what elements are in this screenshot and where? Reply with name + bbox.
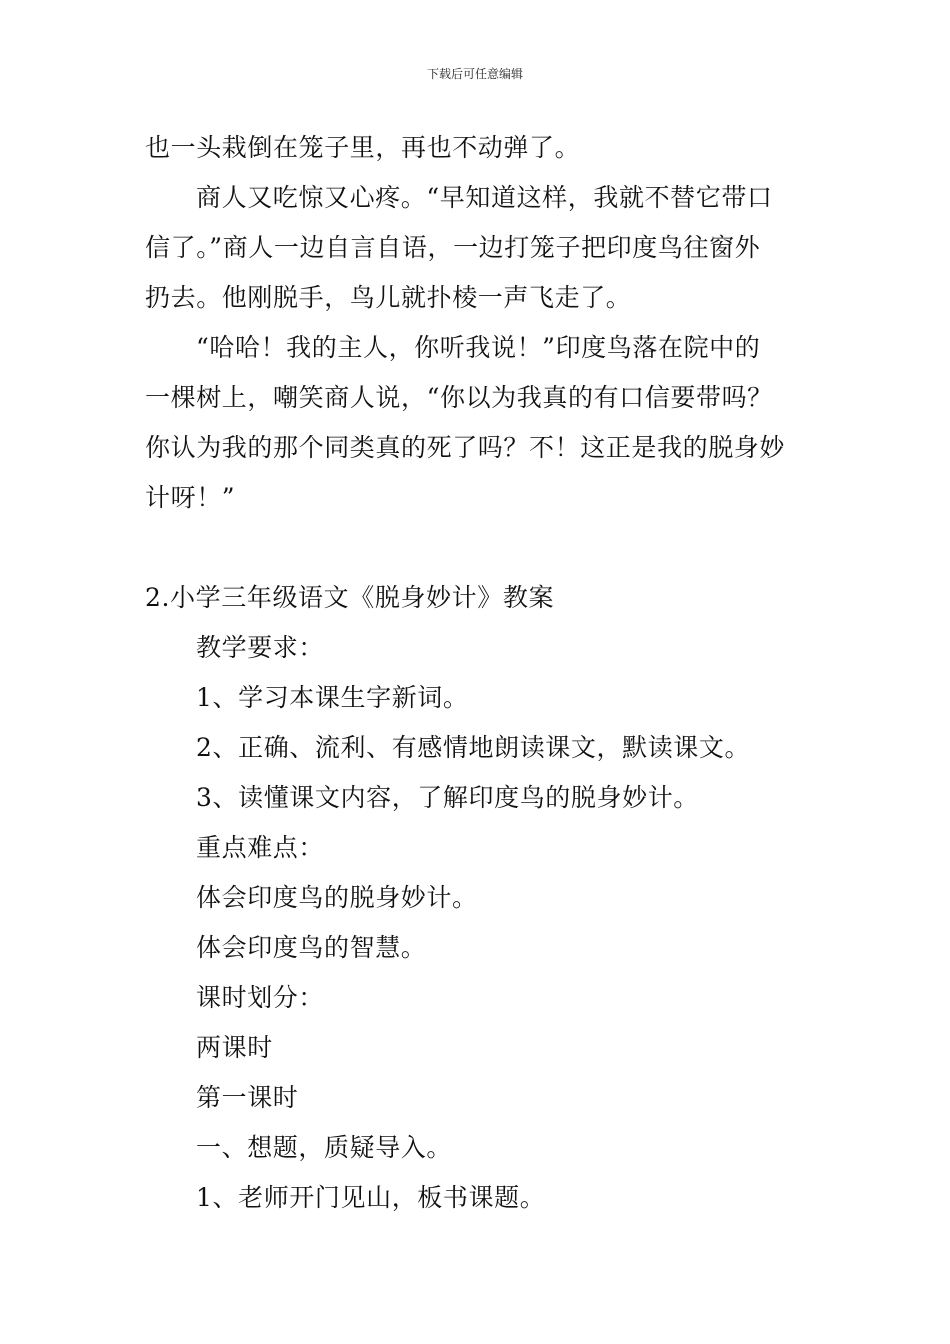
story-line: 信了。”商人一边自言自语，一边打笼子把印度鸟往窗外 (145, 233, 761, 262)
step-item: 1、老师开门见山，板书课题。 (196, 1183, 546, 1212)
story-line: 商人又吃惊又心疼。“早知道这样，我就不替它带口 (196, 183, 773, 212)
story-line: 扔去。他刚脱手，鸟儿就扑棱一声飞走了。 (145, 283, 632, 312)
story-line: 计呀！” (145, 483, 236, 512)
first-period-heading: 第一课时 (196, 1083, 299, 1112)
periods-heading: 课时划分： (196, 983, 325, 1012)
key-point-item: 体会印度鸟的智慧。 (196, 933, 427, 962)
periods-value: 两课时 (196, 1033, 273, 1062)
story-line: 也一头栽倒在笼子里，再也不动弹了。 (145, 133, 581, 162)
story-line: 你认为我的那个同类真的死了吗？不！这正是我的脱身妙 (145, 433, 786, 462)
step-heading: 一、想题，质疑导入。 (196, 1133, 453, 1162)
story-line: 一棵树上，嘲笑商人说，“你以为我真的有口信要带吗？ (145, 383, 773, 412)
key-points-heading: 重点难点： (196, 833, 325, 862)
key-point-item: 体会印度鸟的脱身妙计。 (196, 883, 478, 912)
requirement-item: 3、读懂课文内容，了解印度鸟的脱身妙计。 (196, 783, 699, 812)
story-line: “哈哈！我的主人，你听我说！”印度鸟落在院中的 (196, 333, 761, 362)
requirement-item: 1、学习本课生字新词。 (196, 683, 469, 712)
requirements-heading: 教学要求： (196, 633, 325, 662)
page-header: 下载后可任意编辑 (426, 67, 523, 81)
requirement-item: 2、正确、流利、有感情地朗读课文，默读课文。 (196, 733, 751, 762)
lesson-title: 2.小学三年级语文《脱身妙计》教案 (145, 583, 555, 612)
